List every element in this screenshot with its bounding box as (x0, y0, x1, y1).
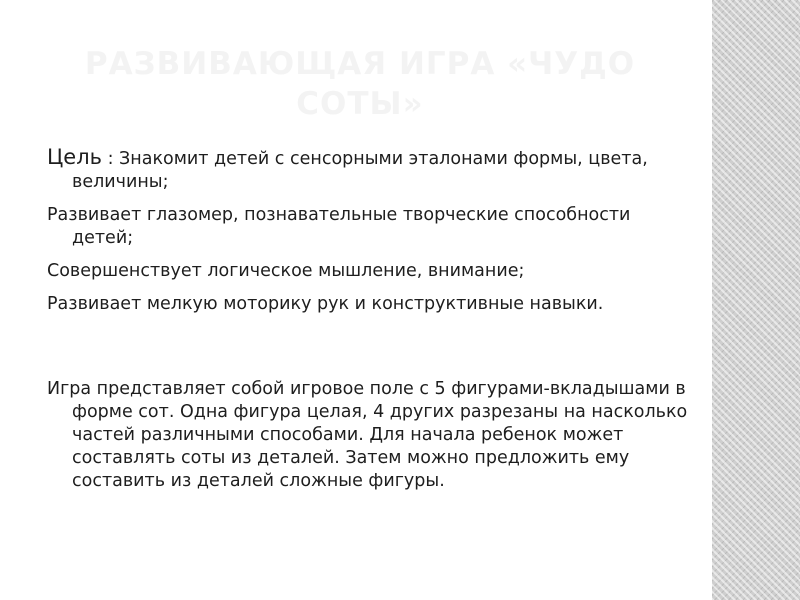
decorative-side-strip (712, 0, 800, 600)
slide-body (47, 146, 697, 503)
slide-title: РАЗВИВАЮЩАЯ ИГРА «ЧУДО СОТЫ» (84, 46, 636, 122)
paragraph-motor-skills: Развивает мелкую моторику рук и конструктивные навыки. (47, 294, 604, 314)
goal-label: Цель (47, 145, 103, 169)
goal-paragraph (47, 146, 697, 194)
game-description: Игра представляет собой игровое поле с 5 фигурами-вкладышами в форме сот. Одна фигура целая, 4 других разрезаны на насколько частей различными способами. Для начала ребенок может составлять соты из деталей. Затем можно предложить ему составить из деталей сложные фигуры. (47, 379, 688, 491)
spacer (47, 326, 697, 378)
paragraph-logic: Совершенствует логическое мышление, внимание; (47, 261, 525, 281)
goal-text: : Знакомит детей с сенсорными эталонами формы, цвета, величины; (72, 149, 648, 192)
paragraph-perception: Развивает глазомер, познавательные творческие способности детей; (47, 205, 631, 248)
